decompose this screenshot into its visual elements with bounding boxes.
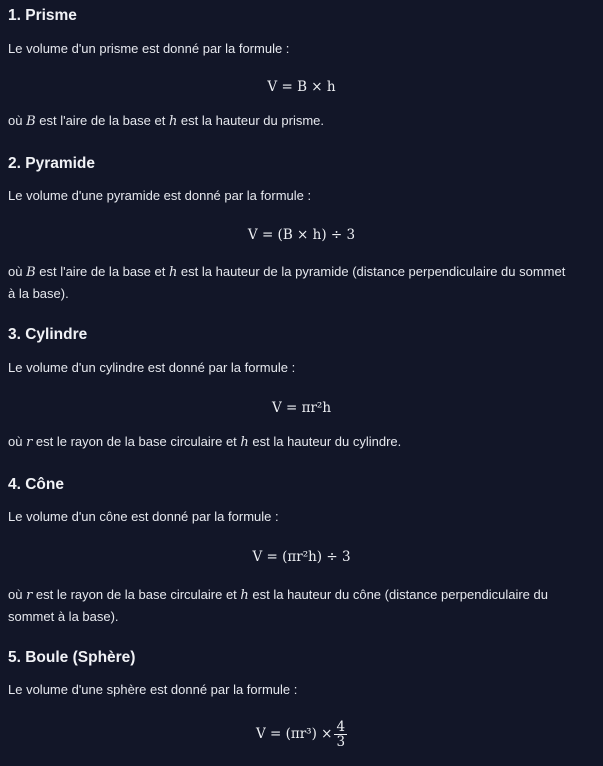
desc-text: où — [8, 434, 27, 449]
desc-variable: B — [26, 114, 36, 129]
formula-sphere-main: V = (πr³) × — [255, 726, 333, 742]
formula-cone: V = (πr²h) ÷ 3 — [252, 549, 351, 565]
section-title-prisme: 1. Prisme — [8, 7, 77, 24]
formula-cylindre: V = πr²h — [271, 400, 332, 416]
desc-variable: r — [26, 588, 33, 603]
fraction-numerator: 4 — [336, 719, 346, 735]
desc-variable: B — [26, 265, 36, 280]
section-desc-pyramide — [8, 261, 575, 304]
desc-text: est l'aire de la base et — [35, 264, 169, 279]
formula-pyramide: V = (B × h) ÷ 3 — [247, 227, 356, 243]
section-title-sphere: 5. Boule (Sphère) — [8, 649, 136, 666]
section-intro-cylindre: Le volume d'un cylindre est donné par la formule : — [8, 360, 296, 375]
desc-text: où — [8, 264, 27, 279]
desc-text: est l'aire de la base et — [35, 113, 169, 128]
desc-variable: h — [240, 435, 249, 450]
section-desc-cone — [8, 584, 575, 627]
desc-variable: h — [240, 588, 249, 603]
section-intro-pyramide: Le volume d'une pyramide est donné par la formule : — [8, 188, 312, 203]
fraction-denominator: 3 — [336, 734, 346, 750]
desc-text: où — [8, 113, 27, 128]
desc-text: est la hauteur du cylindre. — [248, 434, 402, 449]
section-title-cone: 4. Cône — [8, 476, 64, 493]
fraction-four-thirds — [334, 720, 347, 749]
section-desc-cylindre — [8, 431, 575, 453]
section-intro-prisme: Le volume d'un prisme est donné par la formule : — [8, 41, 290, 56]
desc-variable: h — [168, 114, 178, 129]
section-intro-sphere: Le volume d'une sphère est donné par la formule : — [8, 682, 298, 697]
desc-text: est la hauteur du cône (distance perpendiculaire du sommet à la base). — [8, 587, 548, 624]
formula-sphere — [0, 720, 603, 749]
section-title-pyramide: 2. Pyramide — [8, 155, 96, 172]
desc-text: où — [8, 587, 27, 602]
desc-text: est la hauteur du prisme. — [177, 113, 325, 128]
desc-variable: h — [168, 265, 178, 280]
section-title-cylindre: 3. Cylindre — [8, 326, 88, 343]
formula-prisme: V = B × h — [267, 79, 336, 95]
section-desc-prisme — [8, 110, 575, 132]
desc-text: est le rayon de la base circulaire et — [32, 587, 241, 602]
desc-variable: r — [26, 435, 33, 450]
section-intro-cone: Le volume d'un cône est donné par la formule : — [8, 509, 279, 524]
desc-text: est la hauteur de la pyramide (distance perpendiculaire du sommet à la base). — [8, 264, 566, 301]
desc-text: est le rayon de la base circulaire et — [32, 434, 241, 449]
